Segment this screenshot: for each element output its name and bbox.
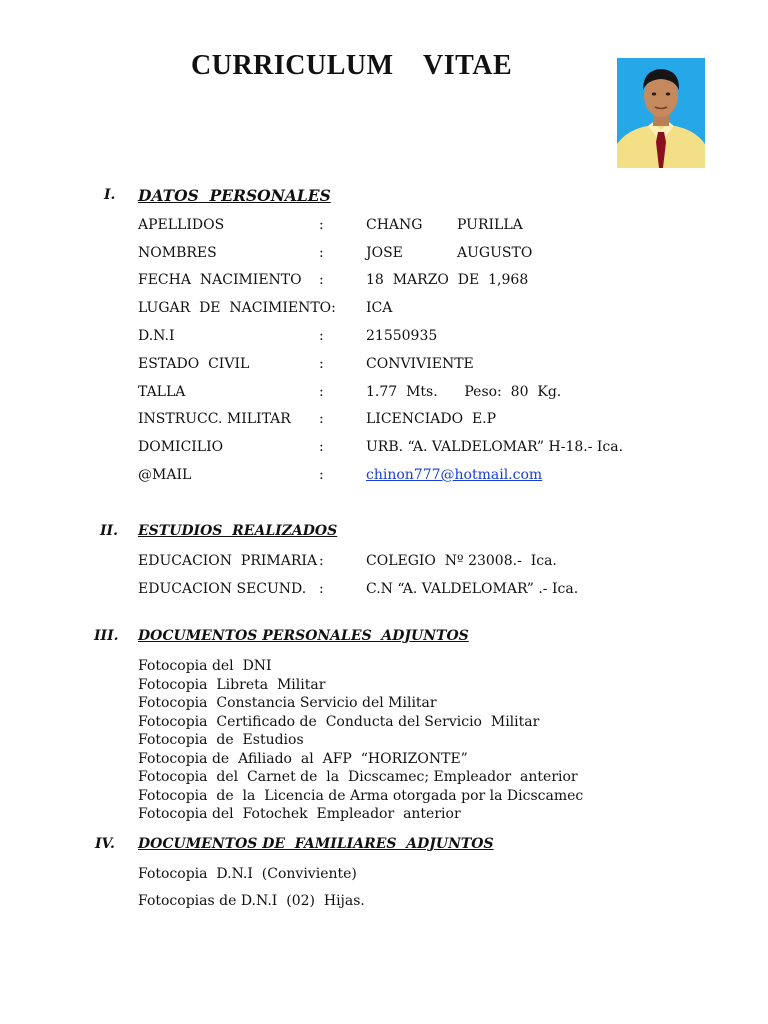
section-title-documentos-familiares: DOCUMENTOS DE FAMILIARES ADJUNTOS <box>138 836 494 852</box>
field-label: INSTRUCC. MILITAR <box>138 411 291 427</box>
field-row-dni <box>0 328 768 348</box>
field-colon: : <box>319 217 324 233</box>
field-value: JOSE <box>366 245 403 261</box>
list-item: Fotocopia de Afiliado al AFP “HORIZONTE” <box>138 750 468 767</box>
list-item: Fotocopia Certificado de Conducta del Servicio Militar <box>138 713 540 730</box>
field-label: EDUCACION PRIMARIA <box>138 553 318 569</box>
field-value: 1.77 Mts. Peso: 80 Kg. <box>366 384 562 400</box>
documentos-personales-list <box>138 657 583 824</box>
field-value: ICA <box>366 300 393 316</box>
field-value-secondary: PURILLA <box>457 217 523 233</box>
profile-photo <box>617 58 705 168</box>
list-item: Fotocopia del Carnet de la Dicscamec; Empleador anterior <box>138 769 578 785</box>
field-row-domicilio <box>0 439 768 459</box>
section-number: III. <box>94 628 119 644</box>
field-label: DOMICILIO <box>138 439 224 455</box>
section-number: I. <box>104 187 116 203</box>
section-number: IV. <box>95 836 115 852</box>
field-colon: : <box>319 581 324 597</box>
field-row-mail <box>0 467 768 487</box>
field-label: LUGAR DE NACIMIENTO: <box>138 300 336 316</box>
field-colon: : <box>319 411 324 427</box>
field-label: FECHA NACIMIENTO <box>138 272 302 288</box>
field-row-fecha-nacimiento <box>0 272 768 292</box>
document-title: CURRICULUM VITAE <box>191 50 513 81</box>
field-label: NOMBRES <box>138 245 217 261</box>
field-colon: : <box>319 467 324 483</box>
field-row-lugar-nacimiento <box>0 300 768 320</box>
field-colon: : <box>319 245 324 261</box>
list-item: Fotocopia del DNI <box>138 658 272 674</box>
field-colon: : <box>319 328 324 344</box>
section-number: II. <box>100 523 118 539</box>
field-colon: : <box>319 439 324 455</box>
person-portrait-icon <box>617 58 705 168</box>
field-colon: : <box>319 553 324 569</box>
field-label: @MAIL <box>138 467 192 483</box>
field-row-educacion-secundaria <box>0 581 768 601</box>
field-colon: : <box>319 384 324 400</box>
field-value: CONVIVIENTE <box>366 356 474 372</box>
field-value-secondary: AUGUSTO <box>457 245 533 261</box>
familiar-doc-item <box>0 893 768 913</box>
field-value: LICENCIADO E.P <box>366 411 497 427</box>
list-item: Fotocopia D.N.I (Conviviente) <box>138 866 357 882</box>
field-label: EDUCACION SECUND. <box>138 581 307 597</box>
list-item: Fotocopia de Estudios <box>138 732 304 748</box>
field-row-apellidos <box>0 217 768 237</box>
field-value: 21550935 <box>366 328 438 344</box>
field-row-instrucc-militar <box>0 411 768 431</box>
list-item: Fotocopia del Fotochek Empleador anterior <box>138 806 461 822</box>
email-link[interactable]: chinon777@hotmail.com <box>366 467 543 483</box>
familiar-doc-item <box>0 866 768 886</box>
list-item: Fotocopia Constancia Servicio del Militar <box>138 695 437 711</box>
field-row-talla <box>0 384 768 404</box>
field-label: TALLA <box>138 384 186 400</box>
section-title-documentos-personales: DOCUMENTOS PERSONALES ADJUNTOS <box>138 628 469 644</box>
field-value: COLEGIO Nº 23008.- Ica. <box>366 553 557 569</box>
section-title-estudios-realizados: ESTUDIOS REALIZADOS <box>138 523 338 539</box>
field-value: 18 MARZO DE 1,968 <box>366 272 529 288</box>
field-row-educacion-primaria <box>0 553 768 573</box>
field-value: C.N “A. VALDELOMAR” .- Ica. <box>366 581 579 597</box>
field-label: APELLIDOS <box>138 217 225 233</box>
list-item: Fotocopias de D.N.I (02) Hijas. <box>138 893 365 909</box>
list-item: Fotocopia de la Licencia de Arma otorgada por la Dicscamec <box>138 787 584 804</box>
field-colon: : <box>319 272 324 288</box>
field-label: ESTADO CIVIL <box>138 356 250 372</box>
field-row-estado-civil <box>0 356 768 376</box>
field-row-nombres <box>0 245 768 265</box>
section-title-datos-personales: DATOS PERSONALES <box>138 186 331 205</box>
list-item: Fotocopia Libreta Militar <box>138 676 326 693</box>
field-value: URB. “A. VALDELOMAR” H-18.- Ica. <box>366 439 624 455</box>
field-colon: : <box>319 356 324 372</box>
field-label: D.N.I <box>138 328 175 344</box>
field-value: CHANG <box>366 217 423 233</box>
